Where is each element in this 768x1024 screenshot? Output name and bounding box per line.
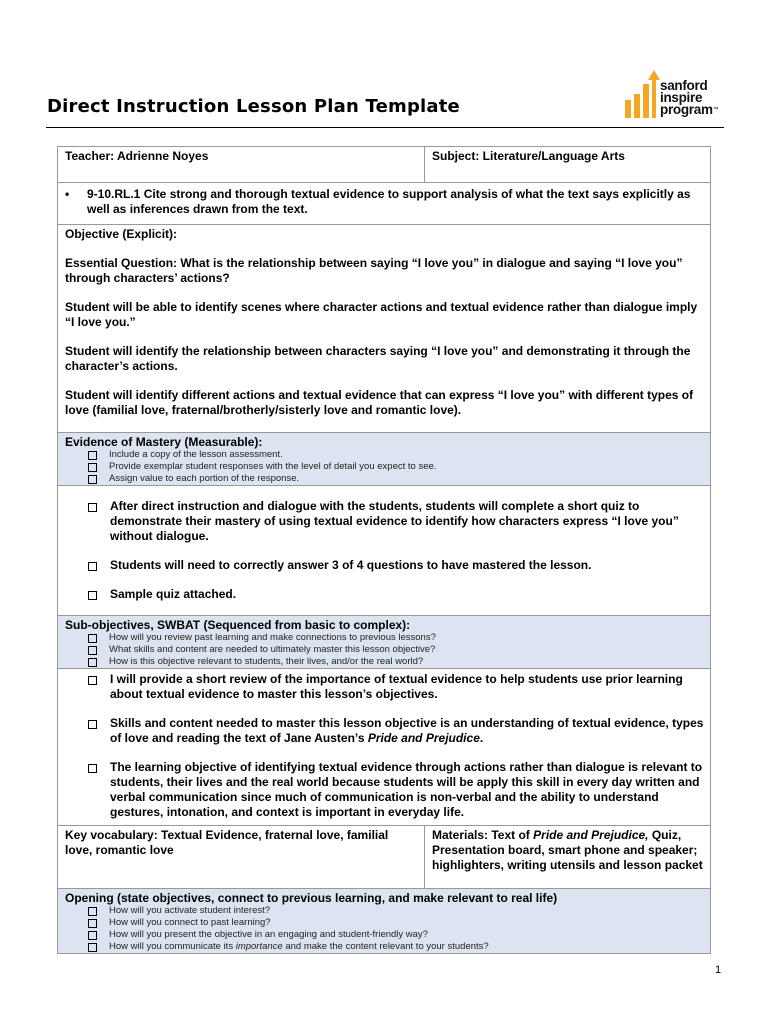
- objective-paragraph: Student will identify different actions and textual evidence that can express “I love you” with different types of love (familial love, fraternal/brotherly/sisterly love and romantic love).: [65, 388, 694, 417]
- bullet-icon: •: [65, 187, 70, 201]
- subobjectives-header-row: [58, 615, 710, 668]
- prompt-item: How will you connect to past learning?: [58, 917, 710, 929]
- objective-label: Objective (Explicit):: [65, 227, 178, 241]
- opening-header: Opening (state objectives, connect to previous learning, and make relevant to real life): [65, 891, 558, 905]
- checkbox-icon: [88, 503, 97, 512]
- checkbox-icon: [88, 764, 97, 773]
- checkbox-icon: [88, 475, 97, 484]
- objective-paragraph: Student will be able to identify scenes where character actions and textual evidence rather than dialogue imply “I love you.”: [65, 300, 698, 329]
- vocab-cell: Key vocabulary: Textual Evidence, fraternal love, familial love, romantic love: [65, 828, 389, 857]
- prompt-item: How will you communicate its importance and make the content relevant to your students?: [58, 941, 710, 953]
- prompt-item: Include a copy of the lesson assessment.: [58, 449, 710, 461]
- list-item: The learning objective of identifying textual evidence through actions rather than dialogue is relevant to students, their lives and the real world because students will be apply this skill in every day written and verbal communication since much of communication is non-verbal and the ability to understand gestures, intonation, and context is important in everyday life.: [58, 760, 710, 820]
- checkbox-icon: [88, 463, 97, 472]
- prompt-item: How will you present the objective in an engaging and student-friendly way?: [58, 929, 710, 941]
- page-number: 1: [715, 964, 722, 976]
- list-item: Skills and content needed to master this lesson objective is an understanding of textual evidence, types of love and reading the text of Jane Austen’s Pride and Prejudice.: [58, 716, 710, 746]
- objective-row: [58, 224, 710, 432]
- essential-question: Essential Question: What is the relationship between saying “I love you” in dialogue and saying “I love you” through characters’ actions?: [65, 256, 683, 285]
- standard-row: [58, 182, 710, 224]
- checkbox-icon: [88, 451, 97, 460]
- list-item: Sample quiz attached.: [58, 587, 710, 602]
- materials-cell: Materials: Text of Pride and Prejudice, Quiz, Presentation board, smart phone and speaker; highlighters, writing utensils and lesson packet: [424, 826, 710, 888]
- checkbox-icon: [88, 943, 97, 952]
- document-title: Direct Instruction Lesson Plan Template: [47, 96, 460, 117]
- prompt-item: How will you review past learning and make connections to previous lessons?: [58, 632, 710, 644]
- checkbox-icon: [88, 919, 97, 928]
- mastery-answer-row: [58, 485, 710, 615]
- logo-text: sanford inspire program™: [660, 78, 719, 117]
- mastery-header-row: [58, 432, 710, 485]
- checkbox-icon: [88, 646, 97, 655]
- prompt-item: Provide exemplar student responses with the level of detail you expect to see.: [58, 461, 710, 473]
- objective-paragraph: Student will identify the relationship between characters saying “I love you” and demonstrating it through the character’s actions.: [65, 344, 691, 373]
- vocab-materials-row: [58, 825, 710, 888]
- subobjectives-answer-row: [58, 668, 710, 825]
- checkbox-icon: [88, 591, 97, 600]
- teacher-subject-row: [58, 147, 710, 182]
- opening-header-row: [58, 888, 710, 953]
- prompt-item: Assign value to each portion of the response.: [58, 473, 710, 485]
- title-rule: [46, 127, 724, 128]
- prompt-item: How will you activate student interest?: [58, 905, 710, 917]
- checkbox-icon: [88, 658, 97, 667]
- checkbox-icon: [88, 907, 97, 916]
- standard-text: 9-10.RL.1 Cite strong and thorough textual evidence to support analysis of what the text says explicitly as well as inferences drawn from the text.: [87, 187, 691, 216]
- checkbox-icon: [88, 676, 97, 685]
- subject-cell: Subject: Literature/Language Arts: [424, 147, 710, 182]
- checkbox-icon: [88, 720, 97, 729]
- checkbox-icon: [88, 931, 97, 940]
- checkbox-icon: [88, 562, 97, 571]
- list-item: I will provide a short review of the importance of textual evidence to help students use prior learning about textual evidence to master this lesson’s objectives.: [58, 672, 710, 702]
- checkbox-icon: [88, 634, 97, 643]
- prompt-item: What skills and content are needed to ultimately master this lesson objective?: [58, 644, 710, 656]
- prompt-item: How is this objective relevant to students, their lives, and/or the real world?: [58, 656, 710, 668]
- subobjectives-header: Sub-objectives, SWBAT (Sequenced from basic to complex):: [65, 618, 411, 632]
- list-item: Students will need to correctly answer 3 of 4 questions to have mastered the lesson.: [58, 558, 710, 573]
- teacher-cell: Teacher: Adrienne Noyes: [65, 149, 209, 163]
- mastery-header: Evidence of Mastery (Measurable):: [65, 435, 263, 449]
- list-item: After direct instruction and dialogue with the students, students will complete a short quiz to demonstrate their mastery of using textual evidence to identify how characters express “I love you” without dialogue.: [58, 499, 710, 544]
- lesson-plan-table: [57, 146, 711, 954]
